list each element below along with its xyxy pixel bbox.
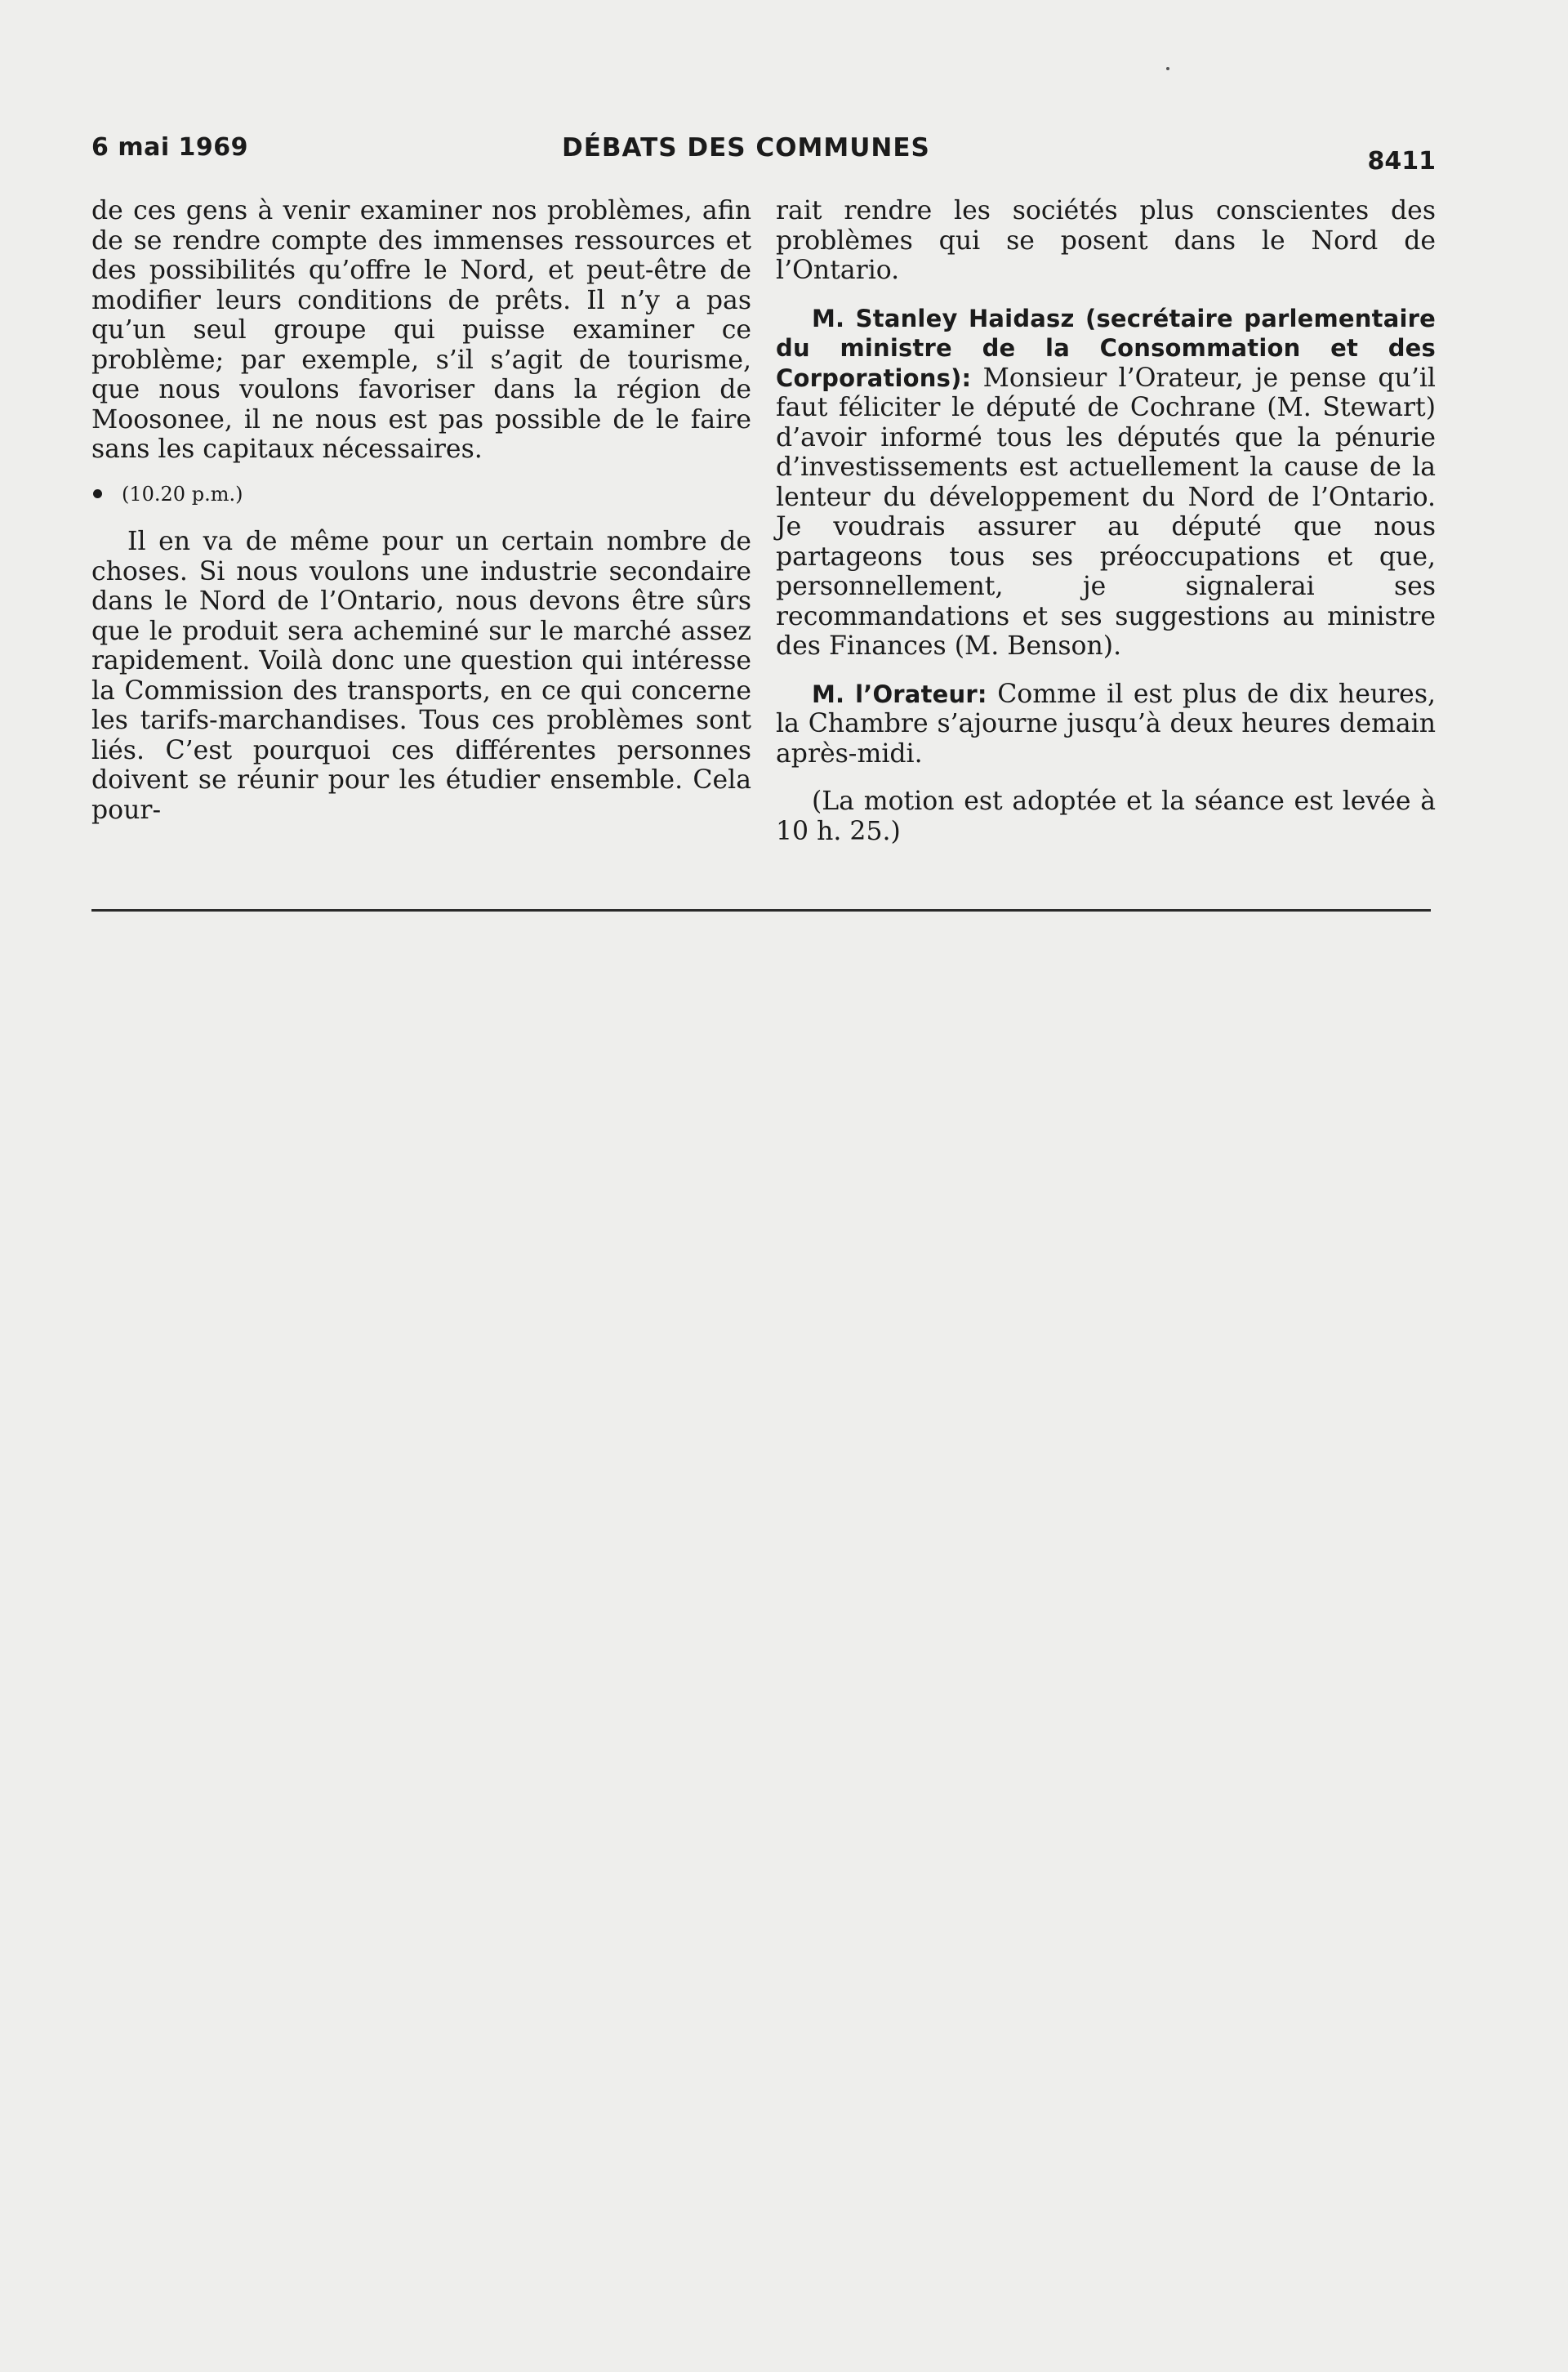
header-date: 6 mai 1969 bbox=[91, 133, 249, 162]
page-header bbox=[91, 127, 1436, 176]
closing-note: (La motion est adoptée et la séance est levée à 10 h. 25.) bbox=[776, 787, 1436, 846]
left-column bbox=[91, 196, 751, 825]
scan-speck bbox=[1166, 67, 1169, 70]
right-paragraph-1: rait rendre les sociétés plus conscientes des problèmes qui se posent dans le Nord de l’Ontario. bbox=[776, 196, 1436, 285]
right-column bbox=[776, 196, 1436, 846]
speech-haidasz-text: Monsieur l’Orateur, je pense qu’il faut féliciter le député de Cochrane (M. Stewart) d’avoir informé tous les députés que la pénurie d’investissements est actuellement la cause de la lenteur du développement du Nord de l’Ontario. Je voudrais assurer au député que nous partageons tous ses préoccupations et que, personnellement, je signalerai ses recommandations et ses suggestions au ministre des Finances (M. Benson). bbox=[776, 363, 1437, 661]
speech-orateur-text: Comme il est plus de dix heures, la Chambre s’ajourne jusqu’à deux heures demain après-midi. bbox=[776, 679, 1437, 769]
speaker-orateur: M. l’Orateur: bbox=[812, 680, 987, 708]
section-divider bbox=[91, 909, 1431, 912]
speech-haidasz bbox=[776, 304, 1436, 662]
speaker-haidasz: M. Stanley Haidasz (secrétaire parlementaire du ministre de la Consommation et des Corporations): bbox=[776, 304, 1436, 392]
left-paragraph-1: de ces gens à venir examiner nos problèmes, afin de se rendre compte des immenses ressources et des possibilités qu’offre le Nord, et peut-être de modifier leurs conditions de prêts. Il n’y a pas qu’un seul groupe qui puisse examiner ce problème; par exemple, s’il s’agit de tourisme, que nous voulons favoriser dans la région de Moosonee, il ne nous est pas possible de le faire sans les capitaux nécessaires. bbox=[91, 196, 751, 464]
time-marker bbox=[91, 479, 751, 510]
time-marker-text: (10.20 p.m.) bbox=[122, 482, 243, 506]
page-number: 8411 bbox=[1367, 147, 1436, 176]
left-paragraph-2: Il en va de même pour un certain nombre de choses. Si nous voulons une industrie secondaire dans le Nord de l’Ontario, nous devons être sûrs que le produit sera acheminé sur le marché assez rapidement. Voilà donc une question qui intéresse la Commission des transports, en ce qui concerne les tarifs-marchandises. Tous ces problèmes sont liés. C’est pourquoi ces différentes personnes doivent se réunir pour les étudier ensemble. Cela pour- bbox=[91, 527, 751, 825]
bullet-icon bbox=[93, 489, 102, 498]
header-title: DÉBATS DES COMMUNES bbox=[562, 133, 930, 163]
speech-orateur bbox=[776, 680, 1436, 769]
